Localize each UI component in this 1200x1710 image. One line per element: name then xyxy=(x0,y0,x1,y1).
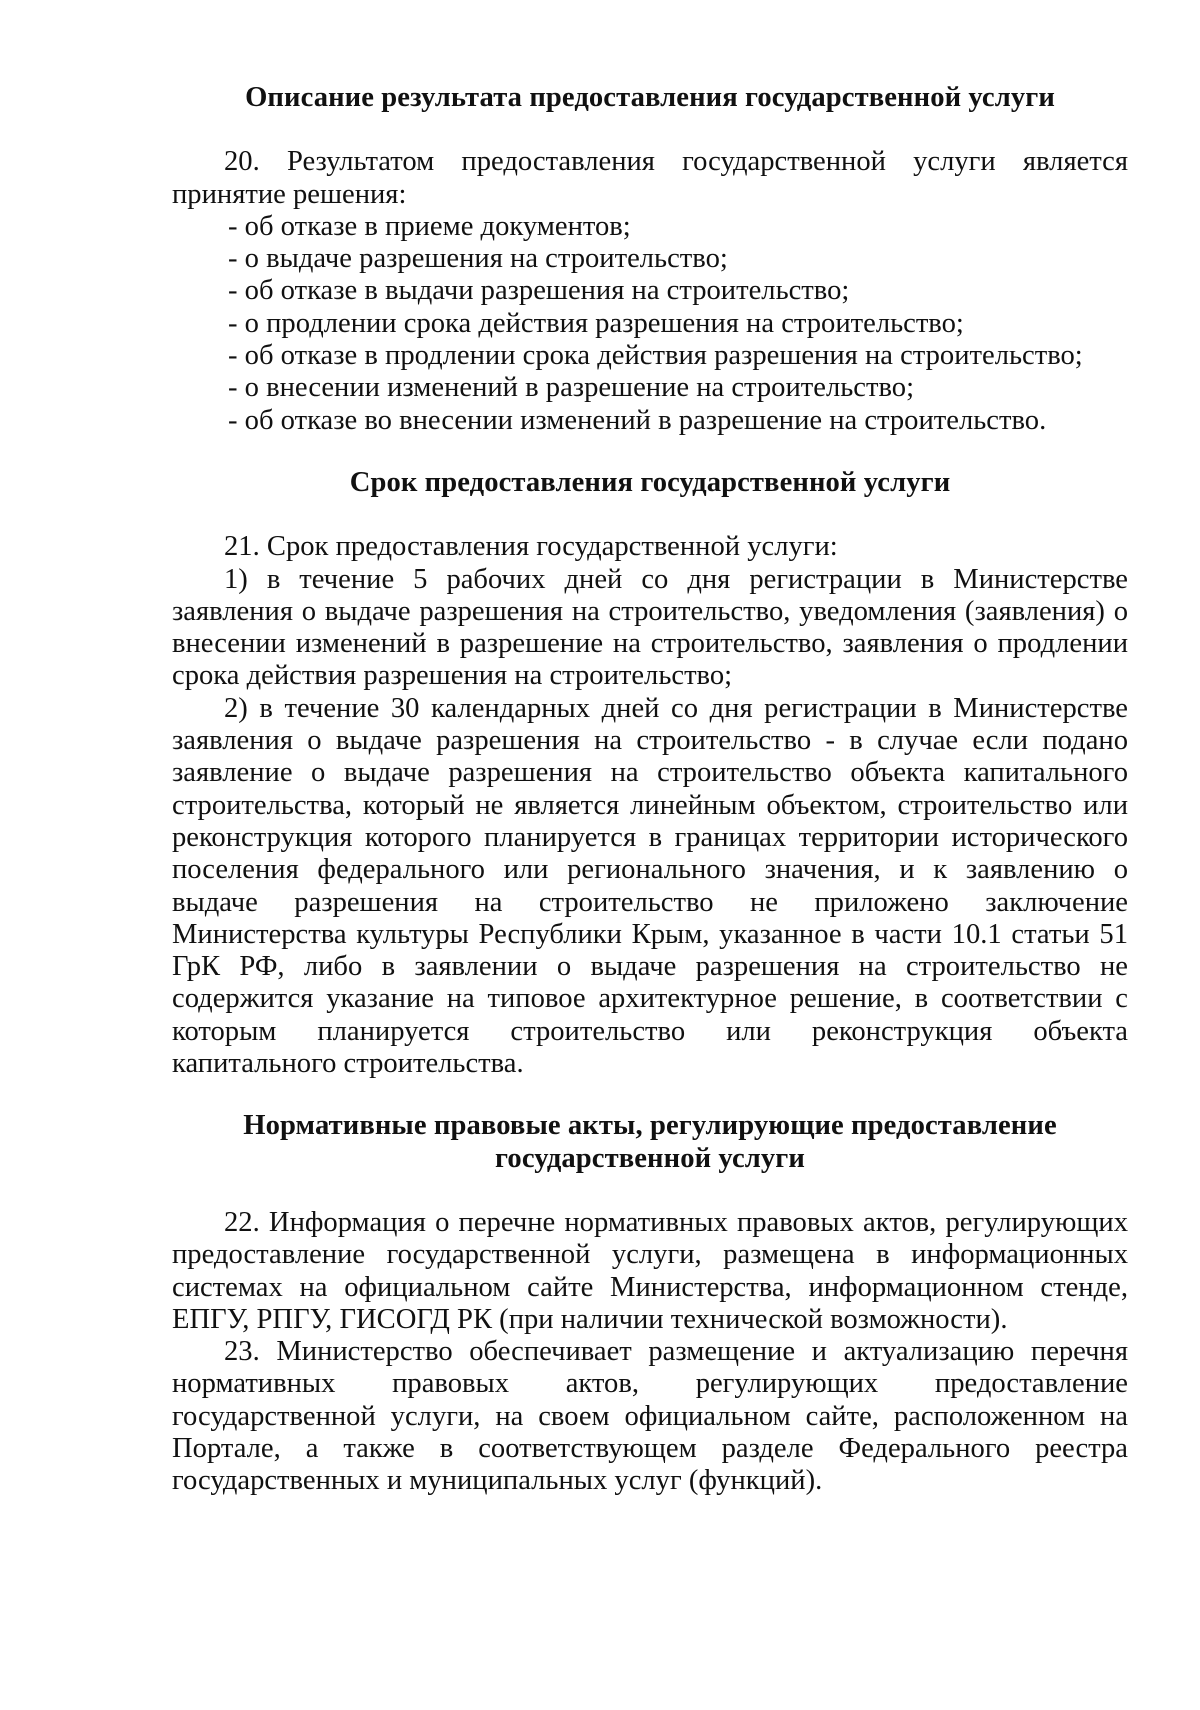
section-heading-acts-line-1: Нормативные правовые акты, регулирующие предоставление xyxy=(243,1110,1057,1142)
spacer xyxy=(172,1080,1128,1110)
paragraph-23: 23. Министерство обеспечивает размещение и актуализацию перечня нормативных правовых актов, регулирующих предоставление государственной услуги, на своем официальном сайте, расположенном на Портале, а также в соответствующем разделе Федерального реестра государственных и муниципальных услуг (функций). xyxy=(172,1336,1128,1497)
section-heading-acts-line-2: государственной услуги xyxy=(495,1142,805,1174)
spacer xyxy=(172,499,1128,531)
paragraph-20: 20. Результатом предоставления государственной услуги является принятие решения: xyxy=(172,146,1128,210)
paragraph-22: 22. Информация о перечне нормативных правовых актов, регулирующих предоставление государственной услуги, размещена в информационных системах на официальном сайте Министерства, информационном стенде, ЕПГУ, РПГУ, ГИСОГД РК (при наличии технической возможности). xyxy=(172,1206,1128,1335)
spacer xyxy=(172,437,1128,467)
list-item: - о выдаче разрешения на строительство; xyxy=(228,243,728,275)
paragraph-21-item-1: 1) в течение 5 рабочих дней со дня регистрации в Министерстве заявления о выдаче разрешения на строительство, уведомления (заявления) о внесении изменений в разрешение на строительство, заявления о продлении срока действия разрешения на строительство; xyxy=(172,563,1128,692)
document-body xyxy=(172,82,1128,1498)
paragraph-21-item-2: 2) в течение 30 календарных дней со дня регистрации в Министерстве заявления о выдаче разрешения на строительство - в случае если подано заявление о выдаче разрешения на строительство объекта капитального строительства, который не является линейным объектом, строительство или реконструкция которого планируется в границах территории исторического поселения федерального или регионального значения, и к заявлению о выдаче разрешения на строительство не приложено заключение Министерства культуры Республики Крым, указанное в части 10.1 статьи 51 ГрК РФ, либо в заявлении о выдаче разрешения на строительство не содержится указание на типовое архитектурное решение, в соответствии с которым планируется строительство или реконструкция объекта капитального строительства. xyxy=(172,692,1128,1080)
spacer xyxy=(172,1175,1128,1207)
paragraph-21: 21. Срок предоставления государственной услуги: xyxy=(224,531,838,563)
result-list xyxy=(172,211,1128,437)
list-item: - об отказе в выдачи разрешения на строительство; xyxy=(228,275,850,307)
list-item: - о внесении изменений в разрешение на строительство; xyxy=(228,372,915,404)
spacer xyxy=(172,114,1128,146)
list-item: - об отказе во внесении изменений в разрешение на строительство. xyxy=(228,404,1047,436)
list-item: - о продлении срока действия разрешения на строительство; xyxy=(228,307,964,339)
section-heading-term: Срок предоставления государственной услуги xyxy=(349,466,951,498)
section-heading-result: Описание результата предоставления государственной услуги xyxy=(245,82,1055,113)
list-item: - об отказе в продлении срока действия разрешения на строительство; xyxy=(228,340,1083,372)
list-item: - об отказе в приеме документов; xyxy=(228,210,631,242)
